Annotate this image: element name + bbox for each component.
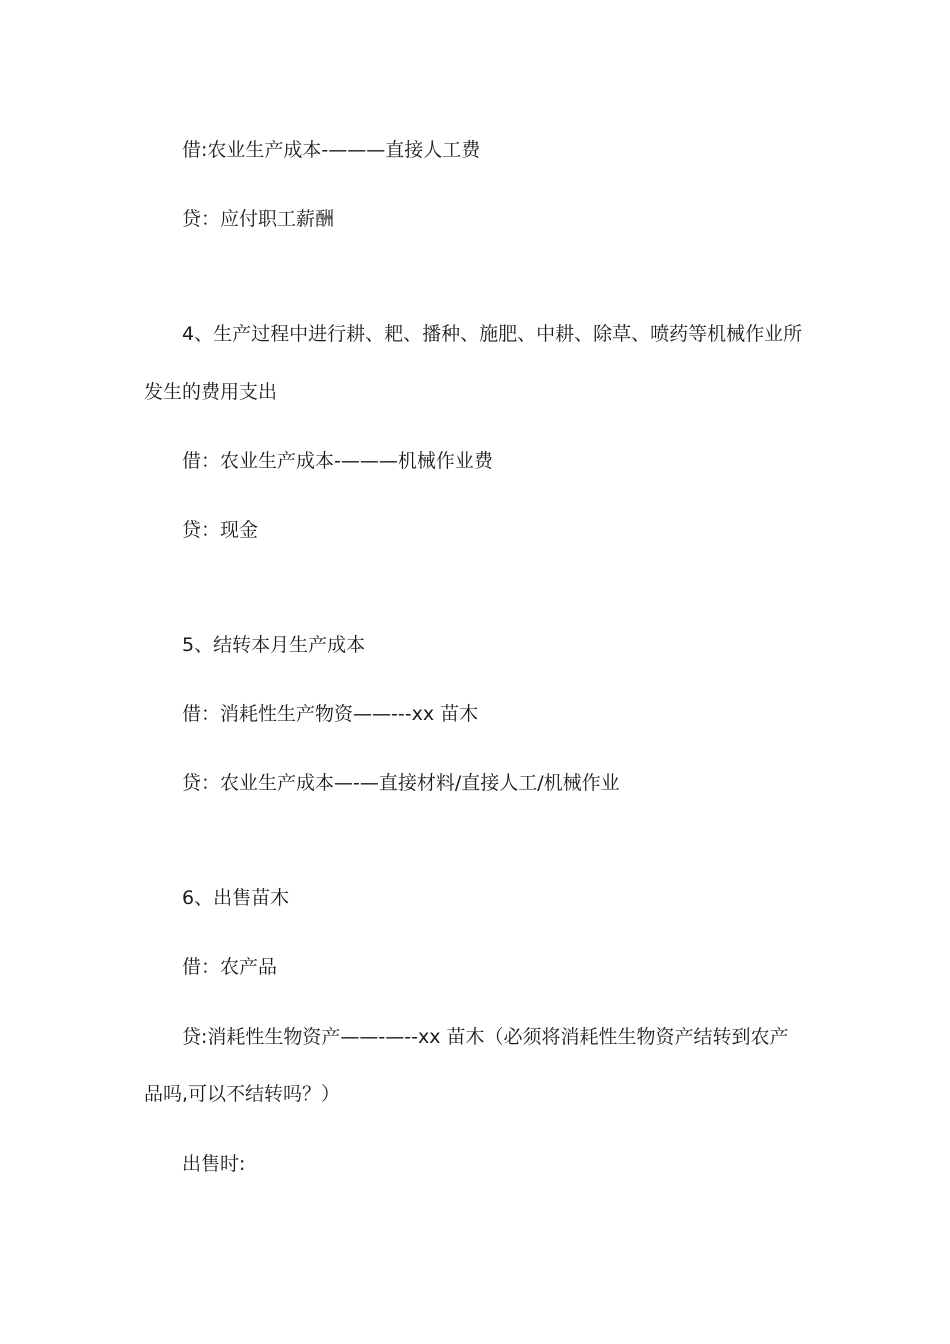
entry-debit-machinery: 借：农业生产成本-———机械作业费 — [182, 450, 493, 472]
entry-debit-direct-labor: 借:农业生产成本-———直接人工费 — [182, 139, 481, 161]
entry-debit-consumable-supplies: 借：消耗性生产物资——---xx 苗木 — [182, 703, 479, 725]
step-6-heading: 6、出售苗木 — [182, 887, 290, 909]
step-4-heading: 4、生产过程中进行耕、耙、播种、施肥、中耕、除草、喷药等机械作业所 — [182, 323, 803, 345]
entry-credit-consumable-bio-assets-continued: 品吗,可以不结转吗？） — [144, 1083, 341, 1105]
entry-credit-consumable-bio-assets: 贷:消耗性生物资产——-—--xx 苗木（必须将消耗性生物资产结转到农产 — [182, 1026, 789, 1048]
step-4-heading-continued: 发生的费用支出 — [144, 381, 278, 403]
on-sale-label: 出售时: — [182, 1153, 246, 1175]
entry-credit-cash: 贷：现金 — [182, 519, 259, 541]
entry-debit-agricultural-product: 借：农产品 — [182, 956, 278, 978]
entry-credit-payroll: 贷：应付职工薪酬 — [182, 208, 335, 230]
step-5-heading: 5、结转本月生产成本 — [182, 634, 366, 656]
entry-credit-production-cost: 贷：农业生产成本—-—直接材料/直接人工/机械作业 — [182, 772, 620, 794]
